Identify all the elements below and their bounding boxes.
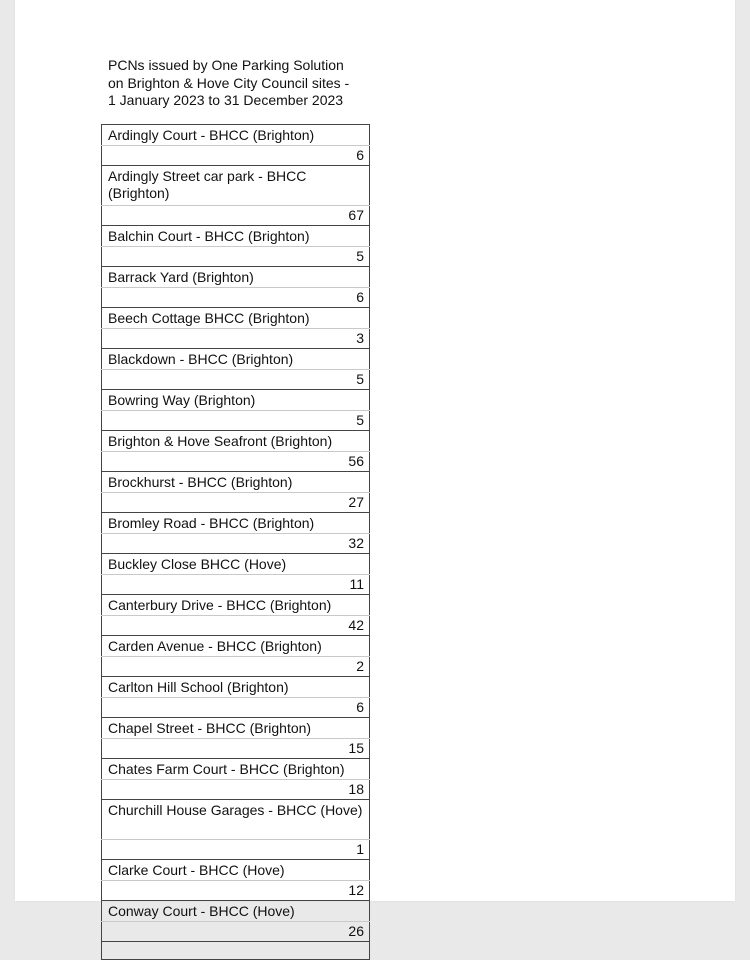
pcn-count-row: [102, 840, 370, 860]
site-name: Canterbury Drive - BHCC (Brighton): [102, 595, 370, 616]
pcn-count-row: [102, 206, 370, 226]
pcn-count-row: [102, 247, 370, 267]
pcn-count: 15: [102, 739, 370, 759]
site-name-row: [102, 718, 370, 739]
site-name-row: [102, 759, 370, 780]
site-name: Brighton & Hove Seafront (Brighton): [102, 431, 370, 452]
site-name: Balchin Court - BHCC (Brighton): [102, 226, 370, 247]
site-name: Carlton Hill School (Brighton): [102, 677, 370, 698]
pcn-count: 67: [102, 206, 370, 226]
site-name: Blackdown - BHCC (Brighton): [102, 349, 370, 370]
pcn-table-body: [102, 125, 370, 960]
pcn-count: 5: [102, 247, 370, 267]
pcn-count: 32: [102, 534, 370, 554]
pcn-count-row: [102, 411, 370, 431]
site-name: Carden Avenue - BHCC (Brighton): [102, 636, 370, 657]
site-name-row: [102, 636, 370, 657]
pcn-count-row: [102, 657, 370, 677]
site-name: Ardingly Street car park - BHCC (Brighton): [102, 166, 370, 206]
site-name: Barrack Yard (Brighton): [102, 267, 370, 288]
site-name: Chates Farm Court - BHCC (Brighton): [102, 759, 370, 780]
site-name: Ardingly Court - BHCC (Brighton): [102, 125, 370, 146]
empty-row: [102, 942, 370, 960]
pcn-count-row: [102, 922, 370, 942]
document-page: [15, 0, 735, 939]
pcn-count: 11: [102, 575, 370, 595]
pcn-count-row: [102, 739, 370, 759]
pcn-count: 5: [102, 370, 370, 390]
pcn-count-row: [102, 146, 370, 166]
site-name-row: [102, 901, 370, 922]
pcn-count-row: [102, 698, 370, 718]
pcn-count-row: [102, 616, 370, 636]
site-name: Bowring Way (Brighton): [102, 390, 370, 411]
pcn-count-row: [102, 370, 370, 390]
site-name-row: [102, 431, 370, 452]
pcn-table: [101, 124, 370, 960]
site-name-row: [102, 226, 370, 247]
pcn-count: 2: [102, 657, 370, 677]
pcn-count-row: [102, 288, 370, 308]
pcn-count-row: [102, 575, 370, 595]
site-name-row: [102, 349, 370, 370]
pcn-count: 12: [102, 881, 370, 901]
pcn-count: 5: [102, 411, 370, 431]
pcn-count-row: [102, 329, 370, 349]
site-name: Bromley Road - BHCC (Brighton): [102, 513, 370, 534]
pcn-count: 6: [102, 146, 370, 166]
document-title: PCNs issued by One Parking Solution on Brighton & Hove City Council sites - 1 January 2023 to 31 December 2023: [108, 57, 350, 108]
pcn-count: 56: [102, 452, 370, 472]
site-name-row: [102, 308, 370, 329]
pcn-count-row: [102, 881, 370, 901]
pcn-count-row: [102, 493, 370, 513]
site-name-row: [102, 267, 370, 288]
site-name: Beech Cottage BHCC (Brighton): [102, 308, 370, 329]
site-name: Chapel Street - BHCC (Brighton): [102, 718, 370, 739]
site-name-row: [102, 390, 370, 411]
site-name: Buckley Close BHCC (Hove): [102, 554, 370, 575]
site-name: Brockhurst - BHCC (Brighton): [102, 472, 370, 493]
site-name-row: [102, 166, 370, 206]
pcn-count-row: [102, 534, 370, 554]
site-name: Churchill House Garages - BHCC (Hove): [102, 800, 370, 840]
site-name: Conway Court - BHCC (Hove): [102, 901, 370, 922]
pcn-count: 27: [102, 493, 370, 513]
pcn-count: 18: [102, 780, 370, 800]
site-name-row: [102, 472, 370, 493]
pcn-count: 6: [102, 288, 370, 308]
site-name-row: [102, 800, 370, 840]
site-name-row: [102, 513, 370, 534]
pcn-count: 1: [102, 840, 370, 860]
pcn-count: 3: [102, 329, 370, 349]
pcn-count: 42: [102, 616, 370, 636]
site-name-row: [102, 595, 370, 616]
site-name: Clarke Court - BHCC (Hove): [102, 860, 370, 881]
site-name-row: [102, 677, 370, 698]
pcn-count-row: [102, 452, 370, 472]
pcn-count: 26: [102, 922, 370, 942]
pcn-count: 6: [102, 698, 370, 718]
pcn-count-row: [102, 780, 370, 800]
site-name-row: [102, 554, 370, 575]
site-name-row: [102, 125, 370, 146]
site-name-row: [102, 860, 370, 881]
empty-cell: [102, 942, 370, 960]
